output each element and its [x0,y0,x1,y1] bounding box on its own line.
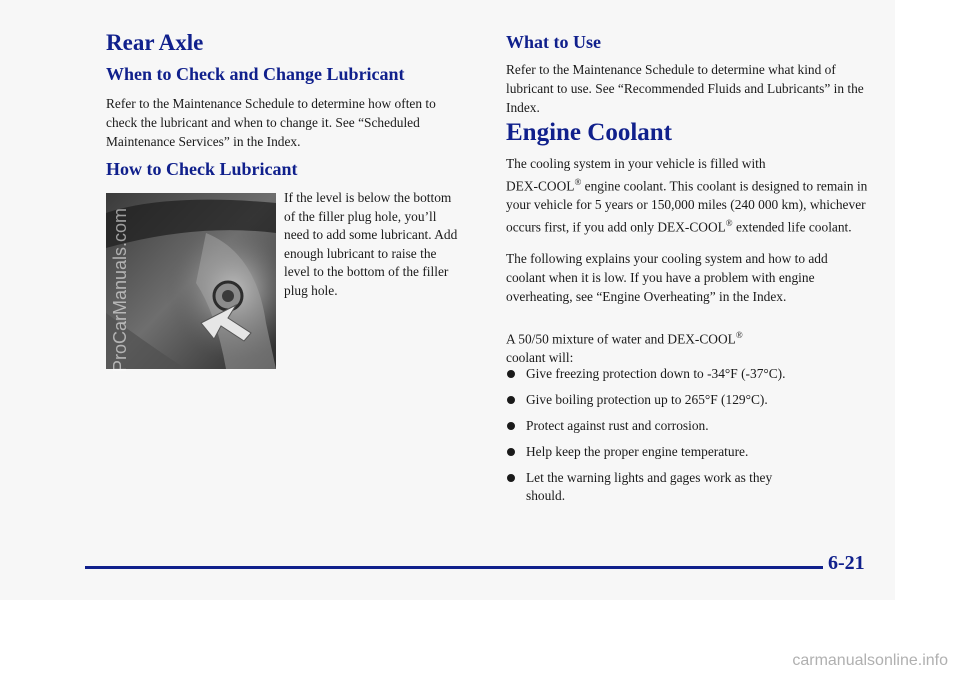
photo-illustration [106,193,276,369]
paragraph-when-to-check: Refer to the Maintenance Schedule to determine how often to check the lubricant and when to change it. See “Scheduled Maintenance Services” in the Index. [106,96,436,149]
dexcool-name: DEX-COOL [506,178,575,194]
list-item-text: Let the warning lights and gages work as they should. [526,470,773,503]
list-item [506,443,866,461]
mixture-line1: A 50/50 mixture of water and DEX-COOL [506,331,736,347]
coolant-intro-line3: extended life coolant. [732,219,852,235]
list-item-text: Help keep the proper engine temperature. [526,444,749,459]
registered-mark: ® [725,218,733,229]
coolant-benefits-list [506,365,866,513]
bullet-icon [507,396,515,404]
registered-mark: ® [735,330,743,340]
paragraph-how-to-check: If the level is below the bottom of the filler plug hole, you’ll need to add some lubricant. Add enough lubricant to raise the level to the bottom of the filler plug hole. [284,190,458,298]
list-item-text: Give freezing protection down to -34°F (-37°C). [526,366,786,381]
bullet-icon [507,448,515,456]
paragraph-what-to-use: Refer to the Maintenance Schedule to determine what kind of lubricant to use. See “Recommended Fluids and Lubricants” in the Index. [506,62,864,115]
site-footer-watermark: carmanualsonline.info [792,652,948,669]
registered-mark: ® [574,177,582,187]
coolant-intro-line1: The cooling system in your vehicle is filled with [506,156,766,171]
footer-rule [85,566,823,569]
paragraph-cooling-system: The following explains your cooling system and how to add coolant when it is low. If you have a problem with engine overheating, see “Engine Overheating” in the Index. [506,251,828,304]
list-item [506,391,866,409]
list-item-text: Protect against rust and corrosion. [526,418,709,433]
list-item [506,365,866,383]
bullet-icon [507,422,515,430]
rear-axle-filler-plug-photo [106,193,276,369]
watermark-text: ProCarManuals.com [110,207,130,372]
list-item [506,417,866,435]
subheading-how-to-check: How to Check Lubricant [106,159,298,179]
subheading-when-to-check: When to Check and Change Lubricant [106,64,405,84]
bullet-icon [507,370,515,378]
bullet-icon [507,474,515,482]
list-item-text: Give boiling protection up to 265°F (129°C). [526,392,768,407]
subheading-what-to-use: What to Use [506,32,601,52]
section-title-rear-axle: Rear Axle [106,30,204,55]
list-item [506,469,806,505]
mixture-line2: coolant will: [506,350,574,366]
paragraph-mixture [506,326,868,367]
section-title-engine-coolant: Engine Coolant [506,119,673,146]
dexcool-name: DEX-COOL [657,219,726,235]
coolant-intro-line2: engine coolant. This coolant is designed to remain in your vehicle for 5 years or 150,000 miles (240 000 km), whichever occurs first, if you add only [506,178,868,235]
paragraph-coolant-intro [506,154,868,237]
page-number: 6-21 [828,552,865,574]
